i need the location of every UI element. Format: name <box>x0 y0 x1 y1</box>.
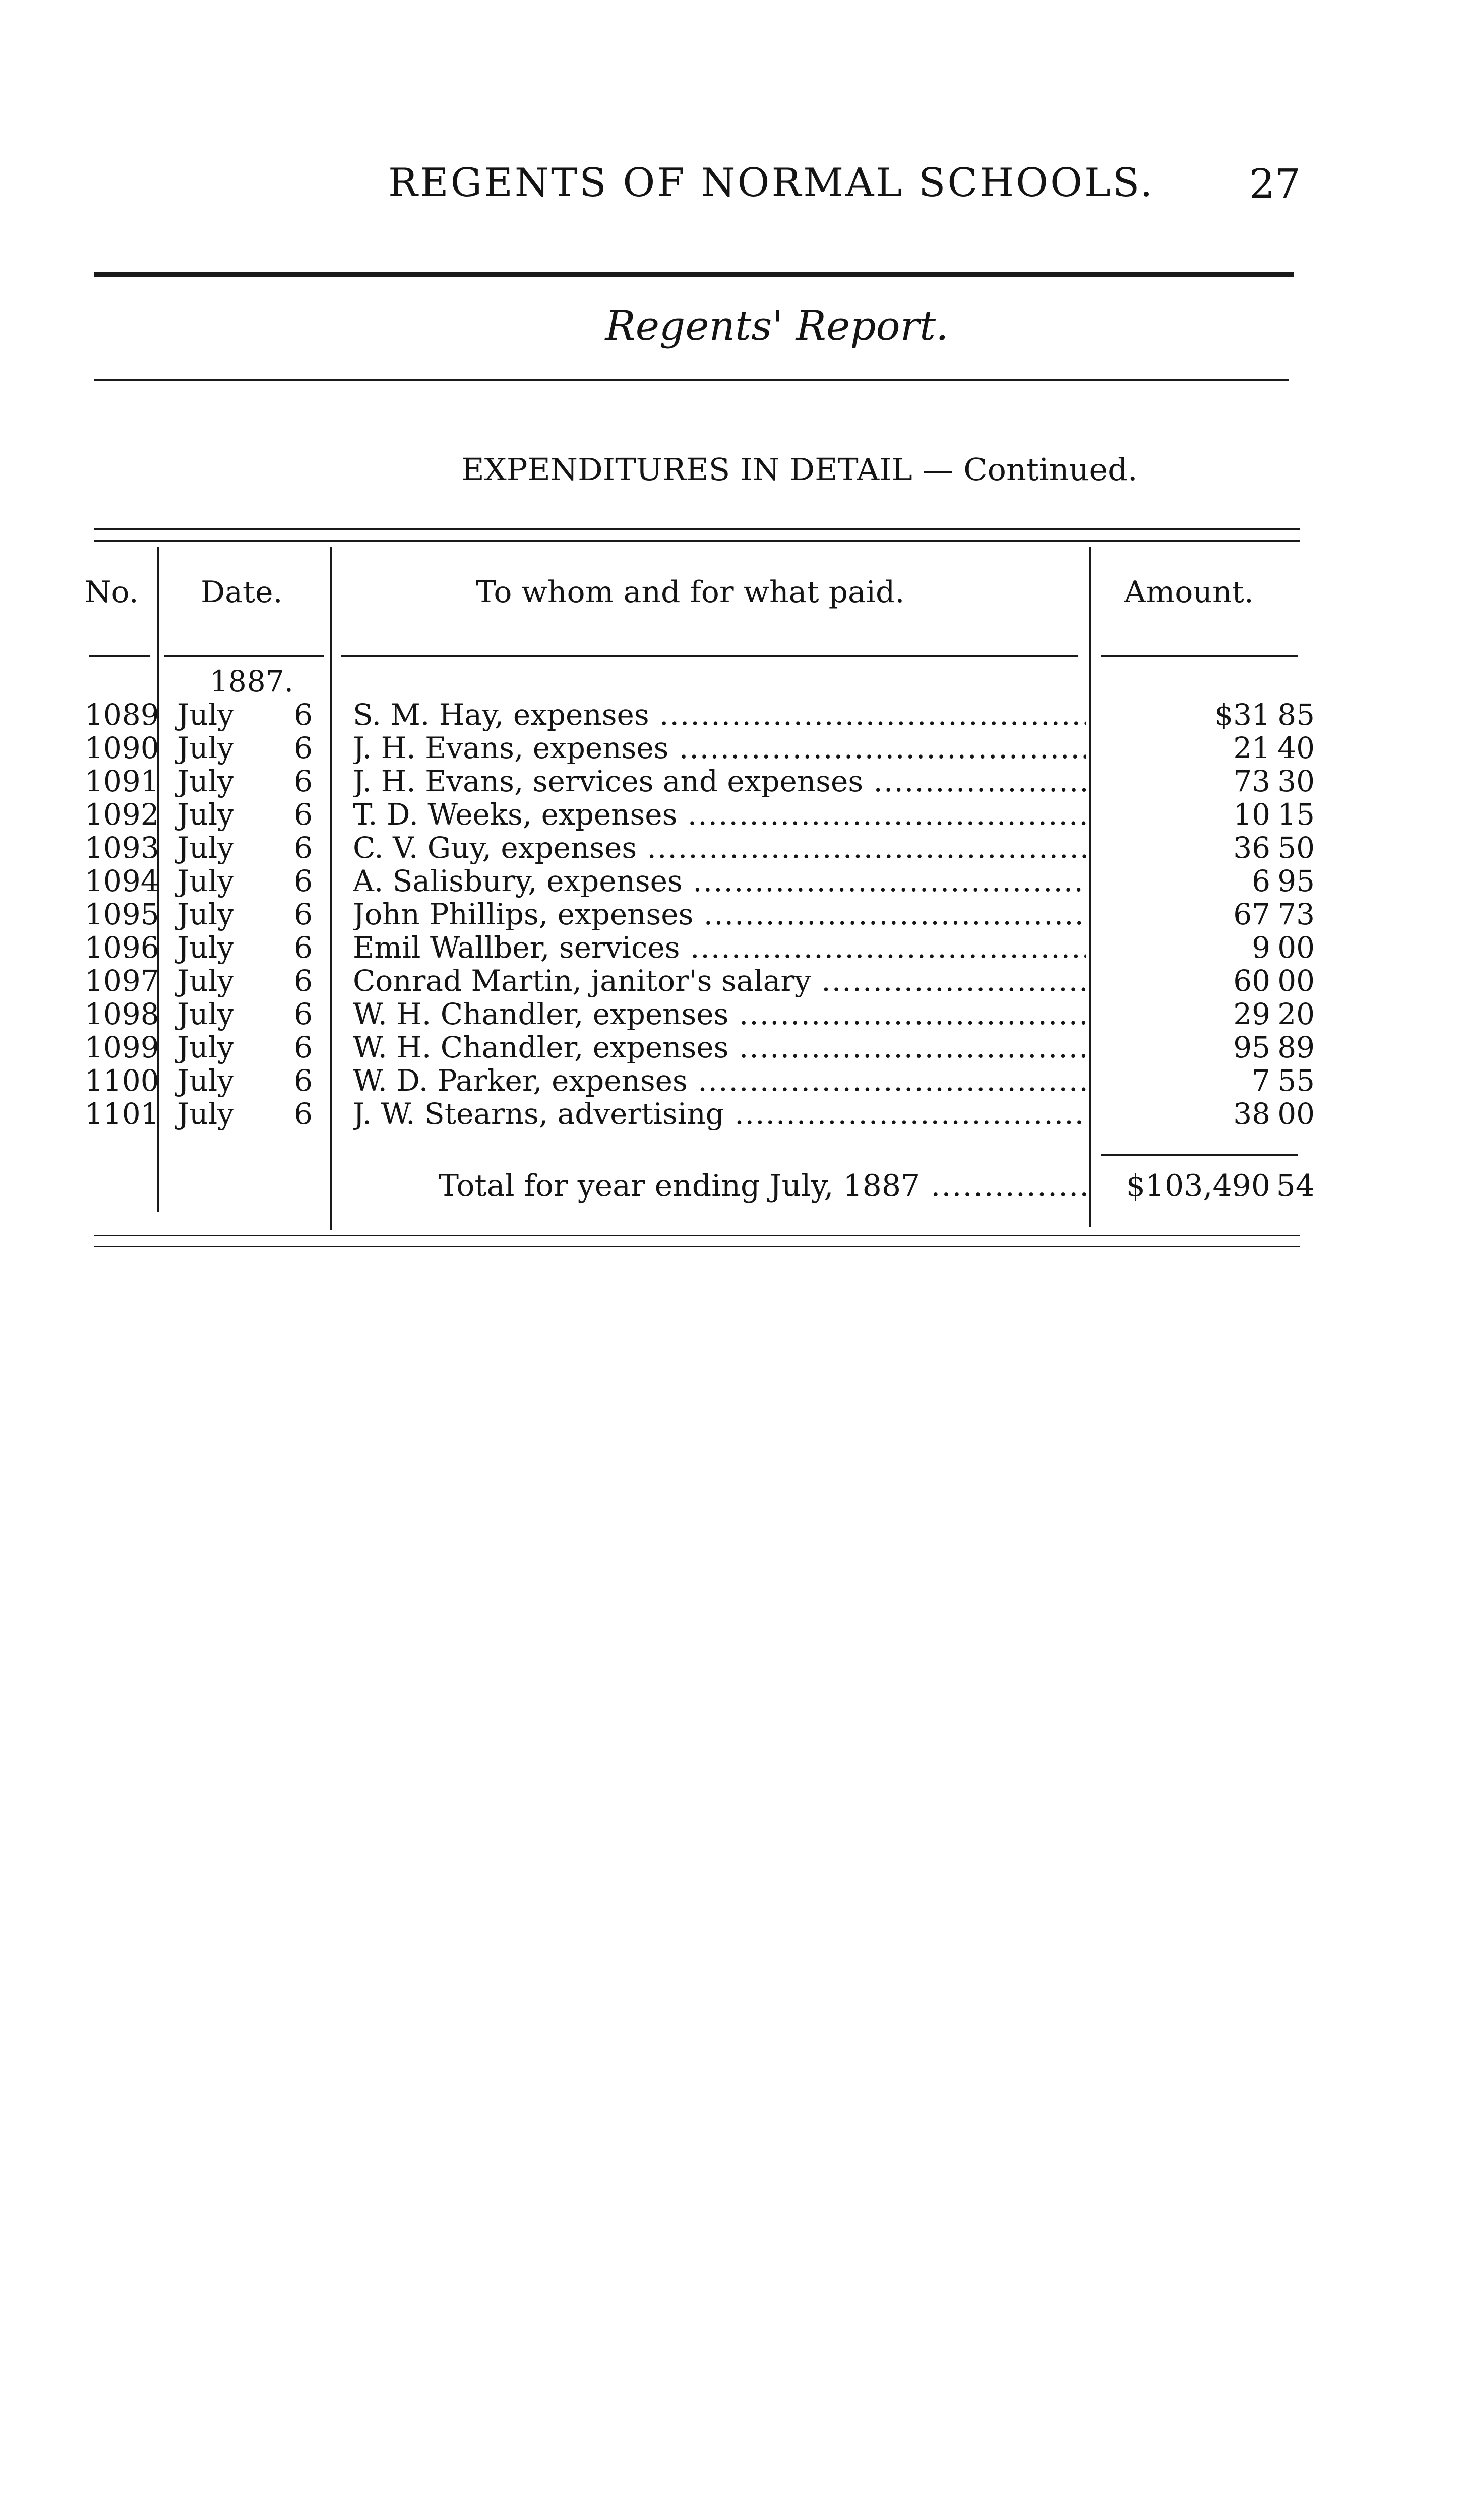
table-row <box>0 1063 1468 1097</box>
row-month: July <box>177 997 234 1031</box>
row-day: 6 <box>294 797 313 832</box>
table-row <box>0 897 1468 930</box>
row-day: 6 <box>294 731 313 765</box>
row-cents: 20 <box>1277 997 1315 1031</box>
column-header-amount: Amount. <box>1124 575 1254 610</box>
header-rule-bottom <box>94 379 1289 381</box>
row-number: 1099 <box>85 1030 159 1064</box>
row-payee: Emil Wallber, services ..... <box>353 930 1086 965</box>
row-number: 1090 <box>85 731 159 765</box>
row-day: 6 <box>294 964 313 998</box>
row-number: 1098 <box>85 997 159 1031</box>
total-label: Total for year ending July, 1887 ..... <box>439 1168 1086 1204</box>
row-day: 6 <box>294 930 313 965</box>
row-month: July <box>177 1097 234 1131</box>
header-underline-date <box>164 655 324 657</box>
row-month: July <box>177 1030 234 1064</box>
row-payee: J. H. Evans, expenses ..... <box>353 731 1086 765</box>
row-number: 1093 <box>85 831 159 865</box>
row-day: 6 <box>294 1097 313 1131</box>
column-header-no: No. <box>85 575 139 610</box>
row-dollars: 10 <box>1233 797 1270 832</box>
row-dollars: 6 <box>1252 864 1270 898</box>
row-cents: 15 <box>1277 797 1315 832</box>
table-row <box>0 1097 1468 1130</box>
column-header-payee: To whom and for what paid. <box>476 575 905 610</box>
table-bottom-rule-2 <box>94 1246 1300 1247</box>
row-day: 6 <box>294 997 313 1031</box>
row-dollars: 29 <box>1233 997 1270 1031</box>
row-number: 1094 <box>85 864 159 898</box>
row-payee: Conrad Martin, janitor's salary ..... <box>353 964 1086 998</box>
row-number: 1097 <box>85 964 159 998</box>
table-row <box>0 997 1468 1030</box>
year-label: 1887. <box>210 664 294 699</box>
row-dollars: 60 <box>1233 964 1270 998</box>
row-cents: 95 <box>1277 864 1315 898</box>
total-rule <box>1101 1154 1298 1156</box>
row-cents: 55 <box>1277 1063 1315 1098</box>
table-row <box>0 797 1468 831</box>
row-cents: 40 <box>1277 731 1315 765</box>
row-day: 6 <box>294 698 313 732</box>
row-day: 6 <box>294 1030 313 1064</box>
row-cents: 00 <box>1277 964 1315 998</box>
table-row <box>0 831 1468 864</box>
row-number: 1092 <box>85 797 159 832</box>
row-day: 6 <box>294 897 313 931</box>
row-number: 1091 <box>85 764 159 798</box>
row-payee: J. W. Stearns, advertising ..... <box>353 1097 1086 1131</box>
row-payee: J. H. Evans, services and expenses ..... <box>353 764 1086 798</box>
row-number: 1100 <box>85 1063 159 1098</box>
row-month: July <box>177 731 234 765</box>
row-month: July <box>177 698 234 732</box>
row-number: 1096 <box>85 930 159 965</box>
row-number: 1095 <box>85 897 159 931</box>
row-cents: 89 <box>1277 1030 1315 1064</box>
row-dollars: 95 <box>1233 1030 1270 1064</box>
row-payee: A. Salisbury, expenses ..... <box>353 864 1086 898</box>
row-payee: W. D. Parker, expenses ..... <box>353 1063 1086 1098</box>
row-dollars: 67 <box>1233 897 1270 931</box>
section-heading: Regents' Report. <box>605 302 949 349</box>
header-underline-no <box>89 655 150 657</box>
table-top-rule-2 <box>94 540 1300 542</box>
table-top-rule-1 <box>94 528 1300 530</box>
header-rule-top <box>94 272 1294 277</box>
row-payee: W. H. Chandler, expenses ..... <box>353 997 1086 1031</box>
row-payee: W. H. Chandler, expenses ..... <box>353 1030 1086 1064</box>
table-row <box>0 764 1468 797</box>
row-dollars: 36 <box>1233 831 1270 865</box>
row-dollars: 38 <box>1233 1097 1270 1131</box>
row-month: July <box>177 930 234 965</box>
row-cents: 85 <box>1277 698 1315 732</box>
row-day: 6 <box>294 864 313 898</box>
row-number: 1089 <box>85 698 159 732</box>
table-row <box>0 964 1468 997</box>
total-dollars: $103,490 <box>1126 1168 1270 1204</box>
header-underline-payee <box>341 655 1078 657</box>
header-underline-amount <box>1101 655 1298 657</box>
row-payee: S. M. Hay, expenses ..... <box>353 698 1086 732</box>
row-day: 6 <box>294 1063 313 1098</box>
row-cents: 30 <box>1277 764 1315 798</box>
row-month: July <box>177 797 234 832</box>
table-bottom-rule-1 <box>94 1235 1300 1236</box>
total-cents: 54 <box>1276 1168 1315 1204</box>
total-row <box>0 1168 1468 1204</box>
row-payee: C. V. Guy, expenses ..... <box>353 831 1086 865</box>
row-month: July <box>177 764 234 798</box>
table-row <box>0 1030 1468 1063</box>
table-row <box>0 864 1468 897</box>
row-cents: 50 <box>1277 831 1315 865</box>
running-head <box>0 160 1468 216</box>
row-day: 6 <box>294 831 313 865</box>
row-month: July <box>177 964 234 998</box>
page-number: 27 <box>1249 160 1301 207</box>
table-row <box>0 731 1468 764</box>
row-month: July <box>177 1063 234 1098</box>
column-header-date: Date. <box>201 575 283 610</box>
row-payee: T. D. Weeks, expenses ..... <box>353 797 1086 832</box>
row-day: 6 <box>294 764 313 798</box>
table-row <box>0 930 1468 964</box>
row-payee: John Phillips, expenses ..... <box>353 897 1086 931</box>
row-dollars: 21 <box>1233 731 1270 765</box>
row-dollars: 7 <box>1252 1063 1270 1098</box>
row-dollars: $31 <box>1214 698 1270 732</box>
running-title: REGENTS OF NORMAL SCHOOLS. <box>388 160 1155 206</box>
row-cents: 73 <box>1277 897 1315 931</box>
table-row <box>0 698 1468 731</box>
row-cents: 00 <box>1277 930 1315 965</box>
row-number: 1101 <box>85 1097 159 1131</box>
row-dollars: 9 <box>1252 930 1270 965</box>
table-caption: EXPENDITURES IN DETAIL — Continued. <box>461 451 1138 488</box>
row-month: July <box>177 831 234 865</box>
row-cents: 00 <box>1277 1097 1315 1131</box>
row-month: July <box>177 864 234 898</box>
row-month: July <box>177 897 234 931</box>
row-dollars: 73 <box>1233 764 1270 798</box>
